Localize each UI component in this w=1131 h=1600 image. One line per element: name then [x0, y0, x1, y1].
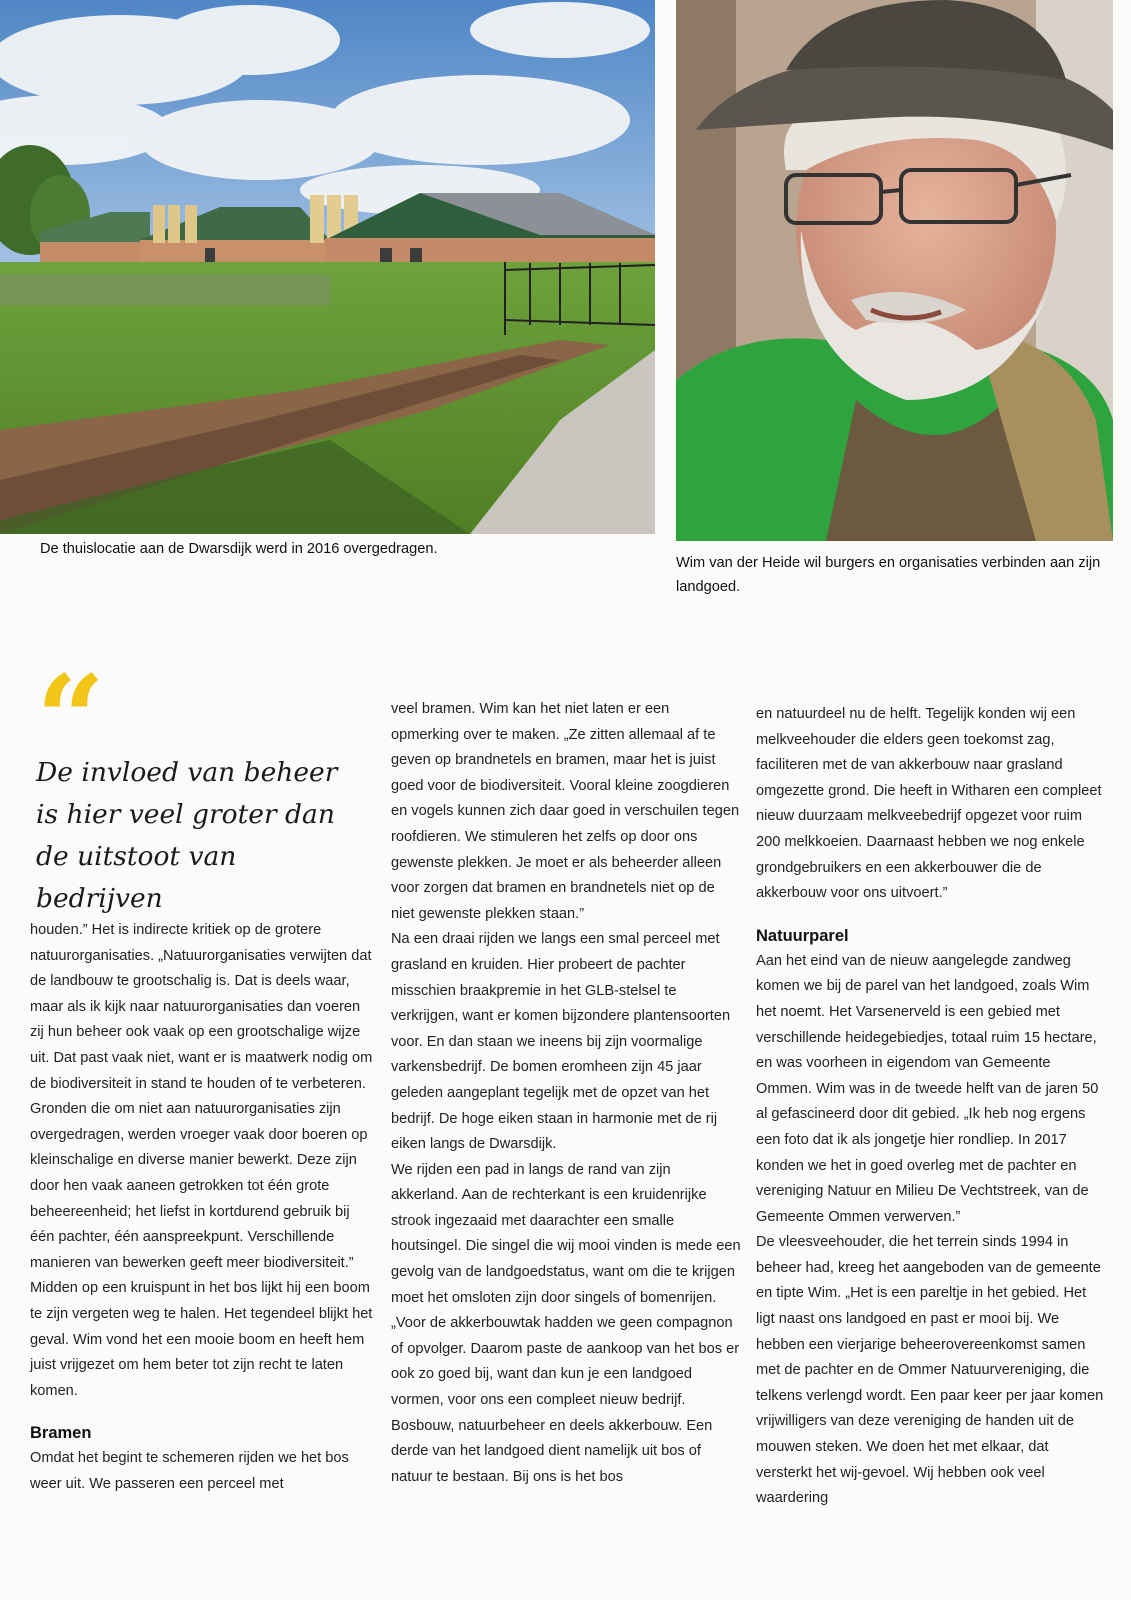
- article-column-1: [30, 918, 374, 1497]
- paragraph: en natuurdeel nu de helft. Tegelijk konden wij een melkveehouder die elders geen toekomst zag, faciliteren met de van akkerbouw naar grasland omgezette grond. Die heeft in Witharen een compleet nieuw duurzaam melkveebedrijf opgezet voor ruim 200 melkkoeien. Daarnaast hebben we nog enkele grondgebruikers en een akkerbouwer die de akkerbouw voor ons uitvoert.”: [756, 706, 1102, 902]
- section-heading-bramen: Bramen: [30, 1424, 92, 1443]
- portrait-photo-caption: Wim van der Heide wil burgers en organisaties verbinden aan zijn landgoed.: [676, 555, 1101, 595]
- section-heading-natuurparel: Natuurparel: [756, 926, 849, 945]
- paragraph: We rijden een pad in langs de rand van zijn akkerland. Aan de rechterkant is een kruidenrijke strook ingezaaid met daarachter een smalle houtsingel. Die singel die wij mooi vinden is mede een gevolg van de landgoedstatus, want om die te krijgen moet het omsloten zijn door singels of bomenrijen. „Voor de akkerbouwtak hadden we geen compagnon of opvolger. Daarom paste de aankoop van het bos er ook zo goed bij, want dan kun je een landgoed vormen, voor ons een compleet nieuw bedrijf. Bosbouw, natuurbeheer en deels akkerbouw. Een derde van het landgoed dient namelijk uit bos of natuur te bestaan. Bij ons is het bos: [391, 1161, 741, 1485]
- farm-illustration: [0, 0, 655, 534]
- paragraph: Na een draai rijden we langs een smal perceel met grasland en kruiden. Hier probeert de pachter misschien braakpremie in het GLB-stelsel te verkrijgen, want er komen bijzondere plantensoorten voor. En dan staan we ineens bij zijn voormalige varkensbedrijf. De bomen eromheen zijn 45 jaar geleden aangeplant tegelijk met de opzet van het bedrijf. De hoge eiken staan in harmonie met de rij eiken langs de Dwarsdijk.: [391, 931, 731, 1153]
- paragraph: houden.” Het is indirecte kritiek op de grotere natuurorganisaties. „Natuurorganisaties verwijten dat de landbouw te grootschalig is. Dat is deels waar, maar als ik kijk naar natuurorganisaties dan voeren zij hun beheer ook vaak op een grootschalige wijze uit. Dat past vaak niet, want er is maatwerk nodig om de biodiversiteit in stand te houden of te verbeteren. Gronden die om niet aan natuurorganisaties zijn overgedragen, werden vroeger vaak door boeren op kleinschalige en diverse manier bewerkt. Deze zijn door hen vaak aaneen getrokken tot één grote beheereenheid; het liefst in kortdurend gebruik bij één pachter, één aanspreekpunt. Verschillende manieren van bewerken geeft meer biodiversiteit.”: [30, 922, 373, 1271]
- article-column-3: [756, 702, 1106, 1512]
- paragraph: veel bramen. Wim kan het niet laten er een opmerking over te maken. „Ze zitten allemaal af te geven op brandnetels en bramen, maar het is juist goed voor de biodiversiteit. Vooral kleine zoogdieren en vogels kunnen zich daar goed in verschuilen tegen roofdieren. We stimuleren het zelfs op door ons gewenste plekken. Je moet er als beheerder alleen voor zorgen dat bramen en brandnetels niet op de niet gewenste plekken staan.”: [391, 701, 740, 922]
- quote-mark-icon: “: [36, 649, 106, 790]
- paragraph: Omdat het begint te schemeren rijden we het bos weer uit. We passeren een perceel met: [30, 1450, 349, 1492]
- farm-photo: [0, 0, 655, 534]
- pull-quote: De invloed van beheer is hier veel groter dan de uitstoot van bedrijven: [36, 757, 338, 914]
- paragraph: Midden op een kruispunt in het bos lijkt hij een boom te zijn vergeten weg te halen. Het tegendeel blijkt het geval. Wim vond het een mooie boom en heeft hem juist vrijgezet om hem beter tot zijn recht te laten komen.: [30, 1280, 373, 1399]
- paragraph: De vleesveehouder, die het terrein sinds 1994 in beheer had, kreeg het aangeboden van de gemeente en tipte Wim. „Het is een pareltje in het gebied. Het ligt naast ons landgoed en past er mooi bij. We hebben een vierjarige beheerovereenkomst samen met de pachter en de Ommer Natuurvereniging, die telkens verlengd wordt. Een paar keer per jaar komen vrijwilligers van deze vereniging de handen uit de mouwen steken. We doen het met elkaar, dat versterkt het wij-gevoel. Wij hebben ook veel waardering: [756, 1234, 1104, 1507]
- article-column-2: [391, 697, 741, 1490]
- portrait-photo: [676, 0, 1113, 541]
- farm-photo-caption: De thuislocatie aan de Dwarsdijk werd in 2016 overgedragen.: [40, 541, 438, 557]
- paragraph: Aan het eind van de nieuw aangelegde zandweg komen we bij de parel van het landgoed, zoals Wim het noemt. Het Varsenerveld is een gebied met verschillende heidegebiedjes, totaal ruim 15 hectare, en was voorheen in eigendom van Gemeente Ommen. Wim was in de tweede helft van de jaren 50 al gefascineerd door dit gebied. „Ik heb nog ergens een foto dat ik als jongetje hier rondliep. In 2017 konden we het in goed overleg met de pachter en vereniging Natuur en Milieu De Vechtstreek, van de Gemeente Ommen verwerven.”: [756, 952, 1099, 1225]
- portrait-illustration: [676, 0, 1113, 541]
